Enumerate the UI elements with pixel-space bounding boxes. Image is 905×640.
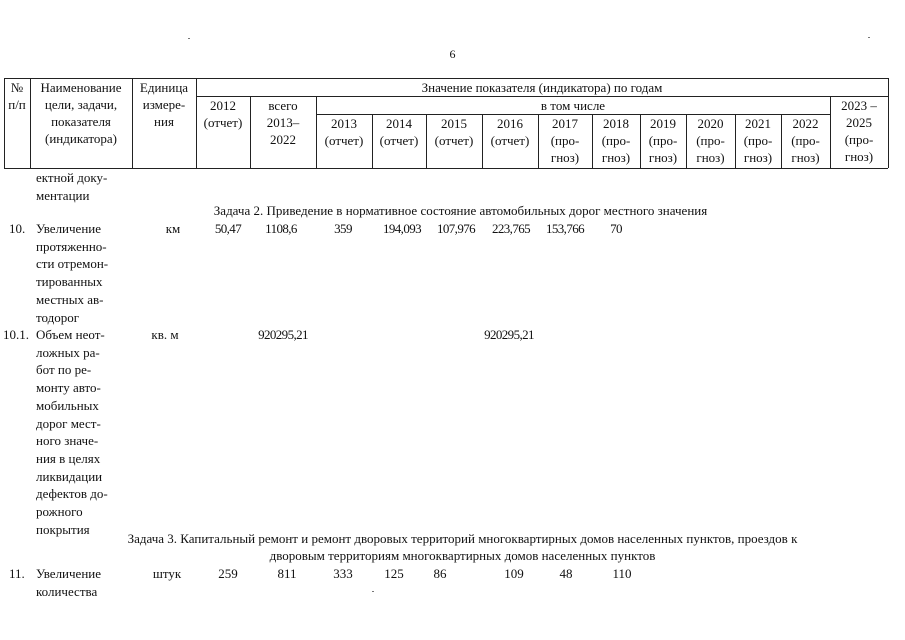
grid-line [4, 168, 888, 169]
cell-total: 920295,21 [258, 327, 308, 342]
header-col-2012: 2012 (отчет) [203, 98, 243, 130]
header-col-2013: 2013 (отчет) [324, 116, 364, 148]
row-name: Объем неот- ложных ра- бот по ре- монту авто- мобильных дорог мест- ного значе- ния в целях ликвидации дефектов до- рожного покрытия [36, 327, 108, 537]
row-name: Увеличение количества [36, 566, 102, 599]
header-col-2021: 2021 (про- гноз) [743, 116, 773, 165]
header-subgroup: в том числе [540, 98, 606, 113]
grid-line [888, 78, 889, 168]
header-col-2014: 2014 (отчет) [379, 116, 419, 148]
scan-speck [188, 38, 190, 39]
header-col-2022: 2022 (про- гноз) [791, 116, 820, 165]
header-col-2023-2025: 2023 – 2025 (про- гноз) [841, 98, 877, 164]
row-unit: кв. м [151, 327, 179, 342]
cell-2013: 333 [333, 566, 353, 581]
cell-total: 1108,6 [265, 221, 297, 236]
row-number: 10. [9, 221, 26, 236]
cell-2016: 109 [504, 566, 524, 581]
cell-2012: 259 [218, 566, 238, 581]
header-col-2019: 2019 (про- гноз) [648, 116, 678, 165]
header-col-name: Наименование цели, задачи, показателя (индикатора) [40, 80, 122, 146]
header-col-2018: 2018 (про- гноз) [601, 116, 631, 165]
cell-2017: 153,766 [545, 221, 585, 236]
cell-2018: 110 [612, 566, 632, 581]
header-col-2015: 2015 (отчет) [434, 116, 474, 148]
cell-2018: 70 [610, 221, 622, 236]
task-2-heading: Задача 2. Приведение в нормативное состояние автомобильных дорог местного значения [213, 203, 708, 218]
scan-speck [868, 37, 870, 38]
header-values-title: Значение показателя (индикатора) по годам [421, 80, 663, 95]
header-col-number: № п/п [8, 80, 26, 112]
row-number: 10.1. [3, 327, 29, 342]
row-name: Увеличение протяженно- сти отремон- тированных местных ав- тодорог [36, 221, 109, 325]
cell-2016: 223,765 [491, 221, 531, 236]
cell-2014: 125 [384, 566, 404, 581]
cell-2015: 107,976 [436, 221, 476, 236]
header-col-total: всего 2013– 2022 [266, 98, 300, 147]
page-number: 6 [449, 47, 456, 61]
header-col-2020: 2020 (про- гноз) [696, 116, 725, 165]
cell-2013: 359 [334, 221, 352, 236]
cell-2014: 194,093 [382, 221, 422, 236]
cell-2015: 86 [433, 566, 447, 581]
header-col-unit: Единица измере- ния [139, 80, 189, 129]
carryover-name: ектной доку- ментации [36, 170, 108, 203]
cell-2012: 50,47 [214, 221, 242, 236]
cell-total: 811 [277, 566, 297, 581]
header-col-2017: 2017 (про- гноз) [550, 116, 580, 165]
header-col-2016: 2016 (отчет) [490, 116, 530, 148]
row-unit: штук [152, 566, 182, 581]
task-3-heading: Задача 3. Капитальный ремонт и ремонт дворовых территорий многоквартирных домов населенных пунктов, проездов к дворовым территориям многоквартирных домов населенных пунктов [127, 531, 798, 563]
scan-speck [372, 591, 374, 592]
cell-2017: 48 [559, 566, 573, 581]
row-number: 11. [9, 566, 25, 581]
row-unit: км [165, 221, 181, 236]
cell-2016: 920295,21 [484, 327, 534, 342]
